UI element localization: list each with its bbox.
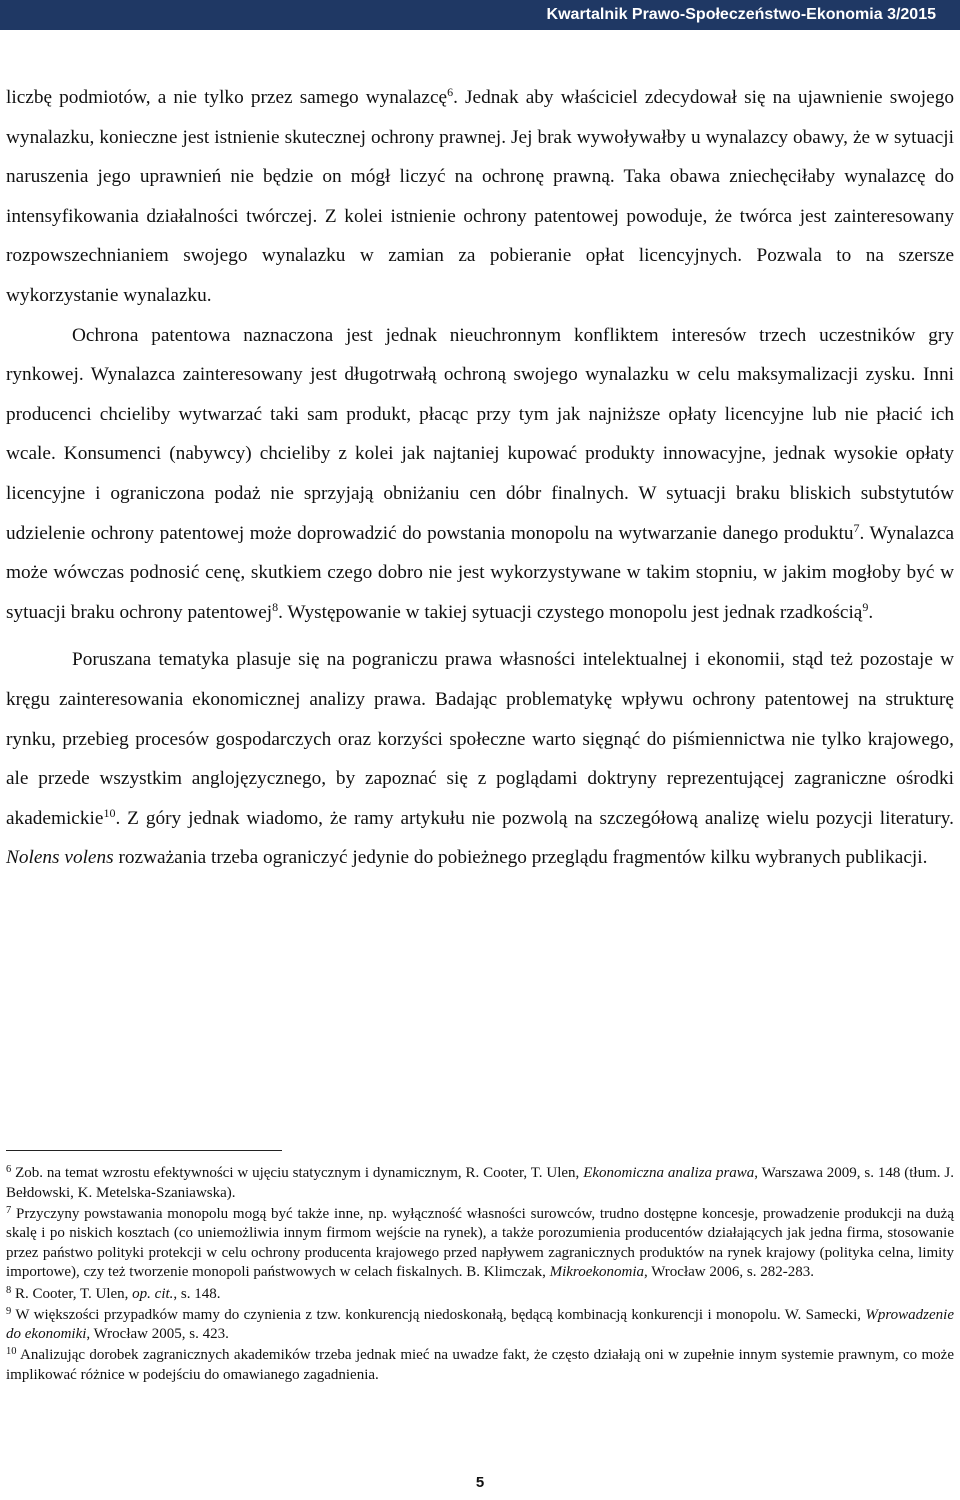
footnote-ref-7: 7 xyxy=(853,520,860,535)
footnote-number: 10 xyxy=(6,1346,17,1358)
text-segment: . Z góry jednak wiadomo, że ramy artykułu nie pozwolą na szczegółową analizę wielu pozycji literatury. xyxy=(115,807,954,829)
footnote-ref-8: 8 xyxy=(272,599,279,614)
book-title: Wprowadzenie do ekonomiki xyxy=(6,1306,954,1343)
article-body xyxy=(6,78,954,878)
footnote-ref-9: 9 xyxy=(862,599,869,614)
book-title: Mikroekonomia xyxy=(549,1264,645,1281)
text-segment: . Wynalazca może wówczas podnosić cenę, skutkiem czego dobro nie jest wykorzystywane w takim stopniu, w jakim mogłoby być w sytuacji braku ochrony patentowej xyxy=(6,522,954,623)
footnote-9 xyxy=(6,1306,954,1345)
footnote-6 xyxy=(6,1164,954,1203)
book-title: Ekonomiczna analiza prawa xyxy=(583,1165,755,1181)
footnote-number: 8 xyxy=(6,1284,12,1296)
text-segment: . Występowanie w takiej sytuacji czystego monopolu jest jednak rzadkością xyxy=(278,601,863,623)
latin-phrase: Nolens volens xyxy=(6,847,114,869)
paragraph-3 xyxy=(6,640,954,878)
footnote-text: Przyczyny powstawania monopolu mogą być także inne, np. wyłączność własności surowców, trudno dostępne koncesje, prowadzenie produkcji na dużą skalę i po niskich kosztach (co uniemożliwia innym firmom wejście na rynek), a także porozumienia producentów działających jak jedna firma, stosowanie przez państwo polityki protekcji w celu ochrony producenta krajowego przed napływem zagranicznych produktów na rynek krajowy (polityka celna, limity importowe), czy też tworzenie monopoli państwowych w celach fiskalnych. B. Klimczak, xyxy=(6,1205,954,1281)
page-number: 5 xyxy=(475,1474,485,1491)
footnote-number: 7 xyxy=(6,1204,12,1216)
footnote-text: W większości przypadków mamy do czynienia z tzw. konkurencją niedoskonałą, będącą kombinacją konkurencji i monopolu. W. Samecki, xyxy=(11,1306,866,1323)
journal-header xyxy=(0,0,960,30)
paragraph-1 xyxy=(6,78,954,316)
text-segment: Poruszana tematyka plasuje się na pograniczu prawa własności intelektualnej i ekonomii, stąd też pozostaje w kręgu zainteresowania ekonomicznej analizy prawa. Badając problematykę wpływu ochrony patentowej na strukturę rynku, przebieg procesów gospodarczych oraz korzyści społeczne warto sięgnąć do piśmiennictwa nie tylko krajowego, ale przede wszystkim anglojęzycznego, by zapoznać się z poglądami doktryny reprezentującej zagraniczne ośrodki akademickie xyxy=(6,649,954,829)
text-segment: rozważania trzeba ograniczyć jedynie do pobieżnego przeglądu fragmentów kilku wybranych publikacji. xyxy=(113,847,928,869)
footnote-text: Analizując dorobek zagranicznych akademików trzeba jednak mieć na uwadze fakt, że często działają oni w zupełnie innym systemie prawnym, co może implikować różnice w podejściu do omawianego zagadnienia. xyxy=(6,1347,954,1383)
footnote-8 xyxy=(6,1285,954,1305)
text-segment: liczbę podmiotów, a nie tylko przez samego wynalazcę xyxy=(6,87,448,108)
footnote-7 xyxy=(6,1205,954,1283)
text-segment: . Jednak aby właściciel zdecydował się na ujawnienie swojego wynalazku, konieczne jest istnienie skutecznej ochrony prawnej. Jej brak wywoływałby u wynalazcy obawy, że w sytuacji naruszenia jego uprawnień nie będzie on mógł liczyć na ochronę prawną. Taka obawa zniechęciłaby wynalazcę do intensyfikowania działalności twórczej. Z kolei istnienie ochrony patentowej powoduje, że twórca jest zainteresowany rozpowszechnianiem swojego wynalazku w zamian za pobieranie opłat licencyjnych. Pozwala to na szersze wykorzystanie wynalazku. xyxy=(6,87,954,306)
footnote-text: , Wrocław 2006, s. 282-283. xyxy=(644,1264,814,1281)
text-segment: . xyxy=(868,601,874,623)
footnote-10 xyxy=(6,1346,954,1385)
footnote-text: , Warszawa 2009, s. 148 (tłum. J. Bełdowski, K. Metelska-Szaniawska). xyxy=(6,1165,954,1201)
citation-abbrev: op. cit. xyxy=(132,1285,174,1302)
footnote-number: 6 xyxy=(6,1164,12,1175)
footnote-number: 9 xyxy=(6,1305,12,1317)
footnote-text: R. Cooter, T. Ulen, xyxy=(11,1285,133,1302)
journal-title: Kwartalnik Prawo-Społeczeństwo-Ekonomia 3/2015 xyxy=(546,6,936,23)
footnote-ref-10: 10 xyxy=(103,805,116,820)
text-segment: Ochrona patentowa naznaczona jest jednak nieuchronnym konfliktem interesów trzech uczestników gry rynkowej. Wynalazca zainteresowany jest długotrwałą ochroną swojego wynalazku w celu maksymalizacji zysku. Inni producenci chcieliby wytwarzać taki sam produkt, płacąc przy tym jak najniższe opłaty licencyjne lub nie płacić ich wcale. Konsumenci (nabywcy) chcieliby z kolei jak najtaniej kupować produkty innowacyjne, jednak wysokie opłaty licencyjne i ograniczona podaż nie sprzyjają obniżaniu cen dóbr finalnych. W sytuacji braku bliskich substytutów udzielenie ochrony patentowej może doprowadzić do powstania monopolu na wytwarzanie danego produktu xyxy=(6,324,954,544)
footnote-text: , s. 148. xyxy=(173,1285,221,1302)
footnote-ref-6: 6 xyxy=(447,85,454,99)
paragraph-2 xyxy=(6,316,954,633)
footnote-separator xyxy=(6,1150,282,1151)
footnote-text: Zob. na temat wzrostu efektywności w ujęciu statycznym i dynamicznym, R. Cooter, T. Ulen, xyxy=(11,1165,584,1181)
footnote-text: , Wrocław 2005, s. 423. xyxy=(86,1326,229,1343)
footnotes xyxy=(6,1164,954,1387)
